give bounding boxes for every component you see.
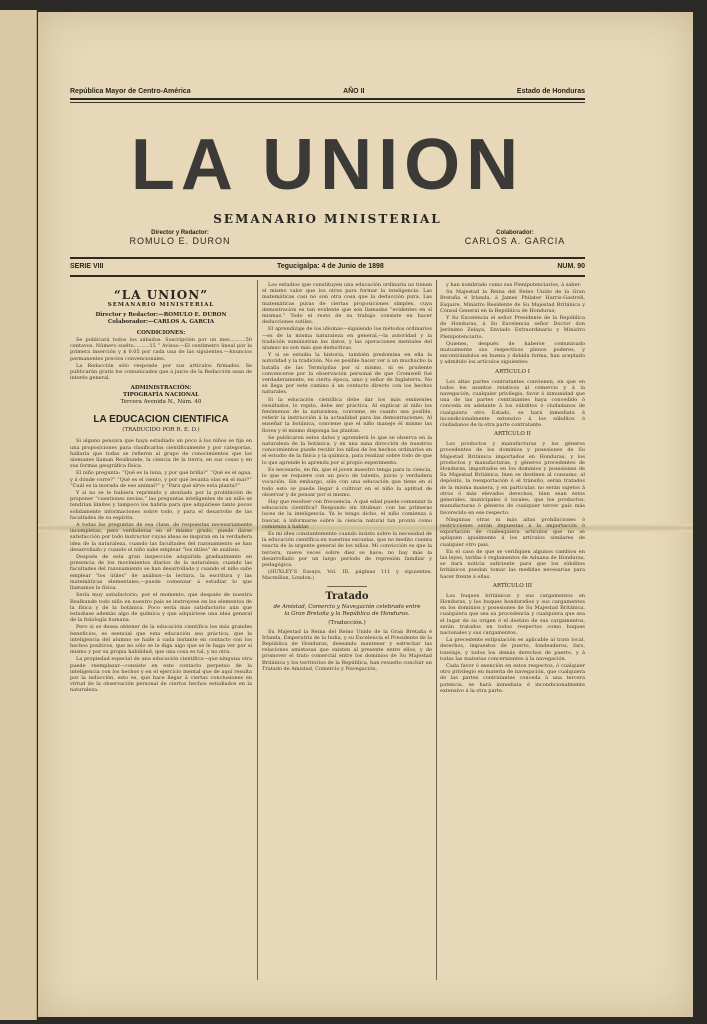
article-paragraph: Es necesario, en fin, que el joven maestro tenga para la ciencia, lo que se requiere con un poco de talento, juicio y verdadera vocación. Sin embargo, sólo con una educación que tiene en sí todo esto se puede llegar á cultivar en el niño la aptitud de observar y de pensar por sí mismo. xyxy=(262,466,432,498)
column-divider-2 xyxy=(436,280,437,980)
issue-number: NUM. 90 xyxy=(557,263,585,270)
box-title: “LA UNION” xyxy=(113,288,209,302)
column-3 xyxy=(440,282,585,982)
article-3-text: Los buques británicos y sus cargamentos en Honduras, y los buques hondureños y sus cargamentos en los dominios y posesiones de Su Majestad Británica, cualquiera que sea su procedencia y cualquiera que sea el lugar de su origen ó el destino de sus cargamentos, serán tratados en todos respectos como buques nacionales y sus cargamentos. xyxy=(440,592,585,636)
article-source: (HUXLEY'S Essays, Vol. III, páginas 111 y siguientes. Macmillan, London.) xyxy=(262,569,432,582)
article-paragraph: Y si no se le hubiera reprimido y atontado por la prohibición de proponer “cuestiones necias,” las preguntas inteligentes de un niño se tendrían límites y tampoco los habría para que adquiriese tanto pocos solidamente informaciones sobre todo, y para el desarrollo de las facultades de su espíritu. xyxy=(70,490,252,521)
article-paragraph: Si alguno pensara que haya estudiado un poco á los niños se fija en una proposiciones para clasificarlas científicamente y por categorías, hallaría que todas se refieren al grupo de conocimientos que los alemanes llaman Realkunde, la ciencia de la tierra, en sus cosas y en sus formas geográfica física. xyxy=(70,438,252,470)
article-paragraph: Sería muy satisfactorio, por el momento, que después de nuestra Realkunde todo niño en nuestro país se instruyese en los elementos de la física y de la botánica. Poco sería más satisfactorio aún que estudiase además algo de química y que adquiriese una idea general de la fisiología humana. xyxy=(70,592,252,624)
article-2-heading: ARTÍCULO II xyxy=(494,431,531,438)
director-credit xyxy=(120,230,240,246)
republic-label: República Mayor de Centro-América xyxy=(70,88,191,95)
info-rule-bottom xyxy=(70,275,585,277)
masthead-subtitle: SEMANARIO MINISTERIAL xyxy=(213,212,442,226)
article-paragraph: Es mi idea constantemente cuando insisto sobre la necesidad de la educación científica en nuestras escuelas, que no medito cuenta exacta de la urgente general de los niños. Mi convicción es que la tercera, nueve veces sobre diez se hace; no hay más la desarrollado por un largo período de represión familiar y pedagógica. xyxy=(262,530,432,568)
section-heading: LA EDUCACION CIENTIFICA xyxy=(93,414,229,426)
admin-name: TIPOGRAFÍA NACIONAL xyxy=(123,392,199,399)
column-divider-1 xyxy=(257,280,258,980)
column-1 xyxy=(70,282,252,982)
article-3-text: La precedente estipulación es aplicable al trato local, derechos, impuestos de puerto, fondeaderos, faro, tonelaje, y todos los demás derechos de puerto, y á todas las materias concernientes á la navegación. xyxy=(440,637,585,662)
article-paragraph: La propiedad especial de una educación científica—que ninguna otra puede reemplazar—consiste en este contacto perpetuo de la inteligencia con los hechos y en el ejercicio mental que de aquí resulta por la inducción, esto es, que hace llegar á ciertas conclusiones en virtud de la observación personal de ciertos hechos estudiados en la naturaleza. xyxy=(70,656,252,694)
article-paragraph: A todas las preguntas de esa clase, de respuestas necesariamente incompletas, pero verdaderas en el mismo grado, puede darse satisfacción por todo instructor cuyas ideas se inspiran en la verdadera idea de la naturaleza, cuando las facultades del razonamiento se han desarrollado y cuando el niño sabe emplear “los útiles” de análisis. xyxy=(70,522,252,553)
year-label: AÑO II xyxy=(343,88,365,95)
collaborator-name: CARLOS A. GARCIA xyxy=(464,236,566,246)
collaborator-credit xyxy=(460,230,570,246)
conditions-text: Se publicará todos los sábados. Suscripción por un mes..........50 centavos. Número suelto..........15 ” Avisos:—El centímetro lineal por la primera inserción y $ 0.05 por cada una de las siguientes.—Anuncios permanentes precios convencionales. xyxy=(70,337,252,362)
column-2 xyxy=(262,282,432,982)
article-paragraph: Los estudios que constituyen una educación ordinaria no tienen el mismo valor que los otros para formar la inteligencia. Las matemáticas casi no son otra cosa que la deducción pura. Las matemáticas puras de ciertas proposiciones simples, cuya demostración es tan evidente que son llamadas “evidentes en sí mismas.” Todo el resto de su trabajo consiste en hacer deducciones sutiles. xyxy=(262,282,432,326)
article-paragraph: Pero si se desea obtener de la educación científica los más grandes beneficios, es esencial que esta educación sea práctica, que la inteligencia del alumno se halle á cada instante en contacto con los hechos positivos, que no sólo se le diga algo que se le haga ver por sí mismo y por su propia habilidad, que una cosa es tal, y no otra. xyxy=(70,624,252,656)
treaty-paragraph: Su Majestad la Reina del Reino Unido de la Gran Bretaña é Irlanda, á James Philater Harris-Gastrell, Esquire, Ministro Residente de Su Majestad Británica y Cónsul General en la República de Honduras; xyxy=(440,289,585,314)
article-paragraph: El aprendizaje de los idiomas—siguiendo los métodos ordinarios—es de la misma naturaleza en general,—la autoridad y la tradición suministran los datos, y las operaciones mentales del alumno no son más que deductivas. xyxy=(262,326,432,352)
top-rule xyxy=(70,98,585,100)
article-2-text: Ningunas otras ni más altas prohibiciones ó restricciones serán impuestas á la importación ó exportación de cualesquiera artículos que no se apliquen igualmente á los artículos similares de cualquier otro país. xyxy=(440,516,585,548)
section-translator: (TRADUCIDO POR R. E. D.) xyxy=(122,427,200,434)
treaty-paragraph: Quienes, después de haberse comunicado mutuamente sus respectivos plenos poderes, y encontrándolos en buena y debida forma, han aceptado y admitido los artículos siguientes: xyxy=(440,340,585,366)
director-name: ROMULO E. DURON xyxy=(129,236,231,246)
box-director: Director y Redactor:—ROMULO E. DURON xyxy=(95,312,227,318)
top-rule-thin xyxy=(70,102,585,103)
info-rule-top xyxy=(70,257,585,259)
separator xyxy=(327,586,367,587)
article-3-heading: ARTÍCULO III xyxy=(492,582,533,589)
treaty-title: Tratado xyxy=(325,590,369,602)
article-3-text: Cada favor ó exención en estos respectos, ó cualquier otro privilegio en materia de navegación, que cualquiera de las partes contratantes conceda á una tercera potencia, se hará inmediata é incondicionalmente extensivo á la otra parte. xyxy=(440,662,585,694)
article-2-text: Los productos y manufacturas y los géneros procedentes de los dominios y posesiones de Su Majestad Británica importados en Honduras, y los productos y manufacturas, y géneros procedentes de Honduras, importados en los dominios y posesiones de Su Majestad Británica, bien se destinen al consumo, al depósito, la reexportación ó el tránsito, serán tratados de la misma manera, y en particular, no serán sujetos á otros ó más elevados derechos, bien sean éstos generales, municipales ó locales, que los productos, manufacturas ó géneros de cualquier tercer país más favorecido en ese respecto. xyxy=(440,441,585,516)
article-paragraph: El niño pregunta: “Qué es la luna, y por qué brilla?” “Qué es el agua, y á dónde corre?” “Qué es el viento, y por qué levanta olas en el mar?” “Cuál es la morada de ese animal?” y “Para qué sirve esta planta?” xyxy=(70,470,252,489)
masthead-title: LA UNION xyxy=(130,125,525,205)
admin-address: Tercera Avenida N., Núm. 40 xyxy=(120,399,202,406)
state-label: Estado de Honduras xyxy=(516,88,585,95)
issue-info-bar xyxy=(70,263,585,270)
treaty-paragraph: Su Majestad la Reina del Reino Unido de la Gran Bretaña é Irlanda, Emperatriz de la India, y su Excelencia el Presidente de la República de Honduras, deseando mantener y estrechar las relaciones amistosas que existen al presente entre ellos, y de promover el trato comercial entre los dominios de Su Majestad Británica y los territorios de la República, han resuelto concluir un Tratado de Amistad, Comercio y Navegación, xyxy=(262,628,432,672)
article-1-text: Los altas partes contratantes convienen, en que en todos los asuntos relativos al comercio y á la navegación, cualquier privilegio, favor ó inmunidad que una de las partes contratantes haya concedido ó conceda en adelante á los súbditos ó ciudadanos de cualquiera otro Estado, se hará inmediata é incondicionalmente extensivo á los súbditos ó ciudadanos de la otra parte contratante. xyxy=(440,378,585,429)
article-paragraph: Si la educación científica debe dar los más eminentes resultados, lo repito, debe ser práctica. Al explicar al niño los fenómenos de la naturaleza, conviene, en cuanto sea posible, referir la instrucción á la actualidad para las demostraciones. Al enseñar la botánica, conviene que el niño maneje él mismo las flores y él mismo disponga las plantas. xyxy=(262,396,432,434)
article-paragraph: Y si se estudia la historia, también predomina en ella la autoridad y la tradición. No es posible hacer ver á un muchacho la batalla de las Termópilas por sí mismo, ni es prudente convencerse por la observación personal de que Cromwell fué verdaderamente, en cierta época, amo y señor de Inglaterra. No se llega por este camino á un contacto directo con los hechos naturales. xyxy=(262,352,432,396)
box-collaborator: Colaborador:—CARLOS A. GARCIA xyxy=(107,319,215,325)
article-1-heading: ARTÍCULO I xyxy=(495,368,530,375)
admin-heading: ADMINISTRACIÓN: xyxy=(130,385,192,392)
treaty-translation-note: (Traducción.) xyxy=(328,619,366,626)
article-paragraph: Se publicaron estos datos y aprenderá lo que se observa en la naturaleza de la botánica, y en una sana dirección de nuestros conocimientos puede recibir los niños de los hechos ordinarios en el estudio de la física y la química, para realizar sobre todo de que lo que aprende lo aprenda por sí propio experimento. xyxy=(262,434,432,466)
box-subtitle: SEMANARIO MINISTERIAL xyxy=(107,302,215,308)
conditions-note: La Redacción sólo responde por sus artículos firmados. Se publicarán gratis los comunicados que á juicio de la Redacción sean de interés general. xyxy=(70,362,252,382)
treaty-paragraph: Y Su Excelencia el señor Presidente de la República de Honduras, á Su Excelencia señor Doctor don Jerónimo Zelaya, Enviado Extraordinario y Ministro Plenipotenciario. xyxy=(440,315,585,340)
dateline: Tegucigalpa: 4 de Junio de 1898 xyxy=(276,263,384,270)
serie-label: SERIE VIII xyxy=(70,263,104,270)
conditions-heading: CONDICIONES: xyxy=(136,330,186,336)
article-2-text: En el caso de que se verifiquen algunos cambios en las leyes, tarifas ó reglamentos de Aduana de Honduras, se dará noticia suficiente para que los súbditos británicos puedan tomar las medidas necesarias para hacer frente á ellas. xyxy=(440,548,585,580)
top-info-line xyxy=(70,88,585,95)
treaty-paragraph: y han nombrado como sus Plenipotenciarios, á saber: xyxy=(446,282,582,288)
director-role: Director y Redactor: xyxy=(151,230,209,236)
adjacent-page-edge xyxy=(0,10,37,1020)
treaty-subtitle: de Amistad, Comercio y Navegación celebrado entre la Gran Bretaña y la República de Honduras. xyxy=(273,603,421,617)
collaborator-role: Colaborador: xyxy=(496,230,534,236)
article-paragraph: Después de esta gran inspección adquirida gradualmente en presencia de los movimientos diarios de la naturaleza, cuando las facultades del razonamiento se han desarrollado y cuando el niño sabe emplear “los útiles” de análisis—la lectura, la escritura y las matemáticas elementales,—puede comenzar á estudiar lo que llamamos la física. xyxy=(70,554,252,592)
article-paragraph: Hay que resolver con frecuencia. A qué edad puede comenzar la educación científica? Respondo sin titubear: con las primeras luces de la inteligencia. Ya lo tengo dicho, el niño comienza á buscar, á informarse sobre la ciencia natural tan pronto como comienza á hablar. xyxy=(262,498,432,530)
